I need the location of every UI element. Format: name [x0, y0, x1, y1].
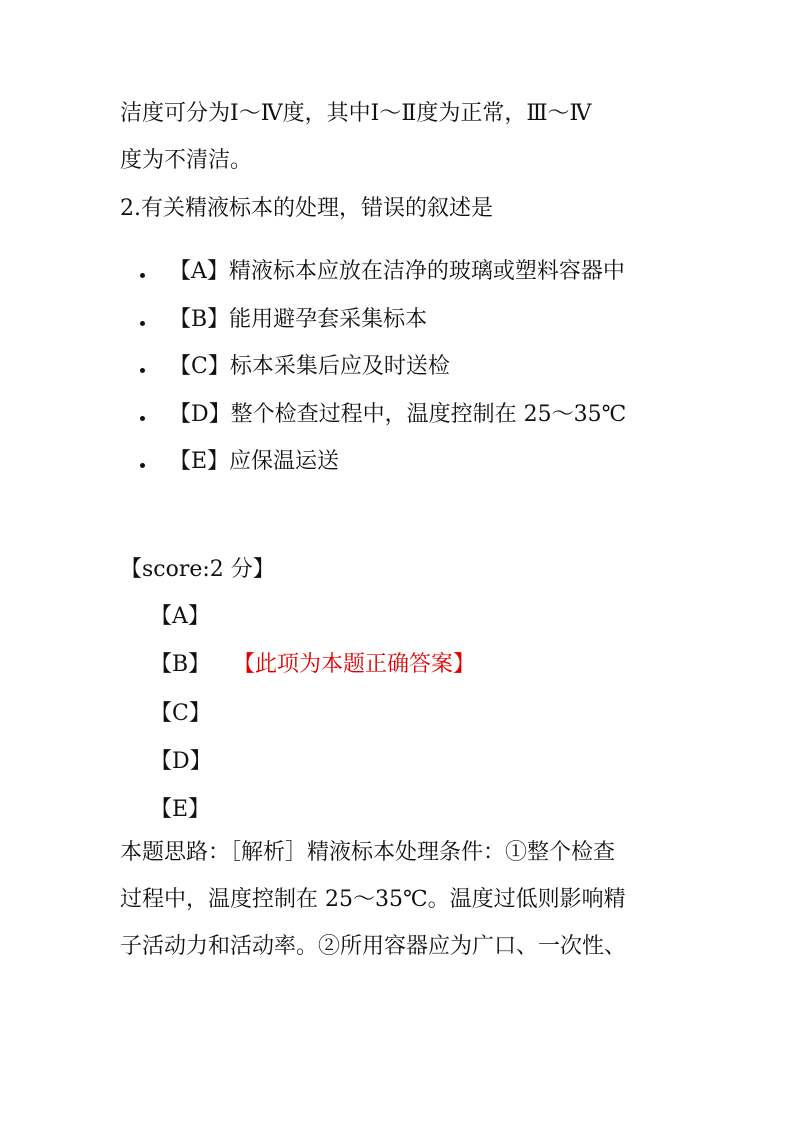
option-a-text: 【A】精液标本应放在洁净的玻璃或塑料容器中	[169, 259, 625, 284]
intro-line-2: 度为不清洁。	[120, 148, 253, 173]
answer-e-label: 【E】	[150, 797, 211, 823]
option-c-text: 【C】标本采集后应及时送检	[169, 354, 450, 379]
answer-e	[150, 795, 212, 843]
option-e-text: 【E】应保温运送	[169, 449, 340, 474]
intro-line-1: 洁度可分为Ⅰ～Ⅳ度，其中Ⅰ～Ⅱ度为正常，Ⅲ～Ⅳ	[120, 101, 592, 126]
bullet-icon	[140, 321, 145, 326]
bullet-icon	[140, 273, 145, 278]
bullet-icon	[140, 463, 145, 468]
answer-list	[150, 602, 476, 843]
correct-answer-mark: 【此项为本题正确答案】	[233, 652, 476, 678]
explanation-line-3: 子活动力和活动率。②所用容器应为广口、一次性、	[120, 934, 627, 959]
option-b-text: 【B】能用避孕套采集标本	[169, 306, 428, 332]
answer-c	[150, 699, 212, 747]
explanation-line-1: 本题思路：［解析］精液标本处理条件：①整个检查	[120, 840, 616, 865]
score-label: 【score:2 分】	[120, 557, 275, 582]
question-title: 2.有关精液标本的处理，错误的叙述是	[120, 196, 493, 221]
answer-d-label: 【D】	[150, 748, 212, 774]
answer-c-label: 【C】	[150, 700, 211, 726]
option-d-text: 【D】整个检查过程中，温度控制在 25～35℃	[169, 401, 627, 427]
answer-a-label: 【A】	[150, 604, 210, 629]
answer-d	[150, 747, 212, 795]
answer-a	[150, 602, 212, 650]
answer-b-label: 【B】	[150, 652, 211, 678]
explanation-line-2: 过程中，温度控制在 25～35℃。温度过低则影响精	[120, 887, 626, 912]
bullet-icon	[140, 368, 145, 373]
bullet-icon	[140, 416, 145, 421]
answer-b	[150, 650, 476, 698]
